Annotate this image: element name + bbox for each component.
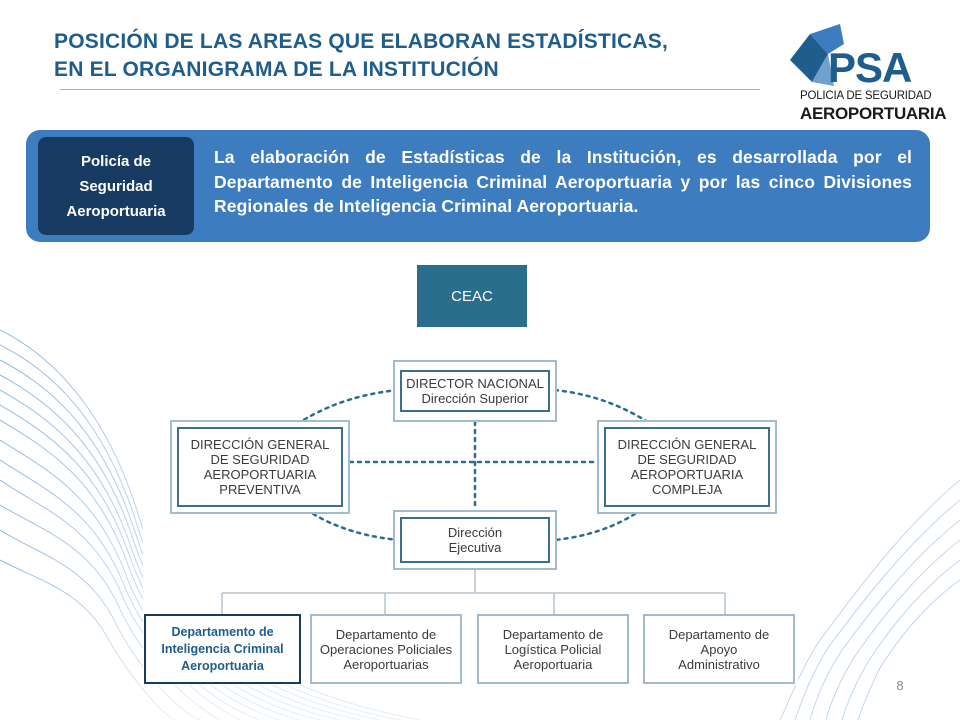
dg-compleja-line4: COMPLEJA bbox=[651, 482, 723, 497]
director-line2: Dirección Superior bbox=[421, 391, 529, 406]
dept-logistica-box bbox=[477, 614, 629, 684]
dept-0-line2: Inteligencia Criminal bbox=[161, 641, 284, 656]
ceac-box: CEAC bbox=[417, 265, 527, 327]
dg-preventiva-line3: AEROPORTUARIA bbox=[203, 467, 317, 482]
page-title-line2: EN EL ORGANIGRAMA DE LA INSTITUCIÓN bbox=[54, 58, 499, 81]
dg-preventiva-box bbox=[170, 420, 350, 514]
logo-line2: AEROPORTUARIA bbox=[800, 104, 947, 123]
dept-apoyo-box bbox=[643, 614, 795, 684]
dg-compleja-line1: DIRECCIÓN GENERAL bbox=[617, 437, 757, 452]
director-nacional-box bbox=[393, 360, 557, 422]
dept-operaciones-box bbox=[310, 614, 462, 684]
dept-3-line1: Departamento de bbox=[668, 626, 770, 642]
dept-2-line1: Departamento de bbox=[502, 626, 604, 642]
dept-2-line2: Logística Policial bbox=[504, 641, 602, 657]
dg-compleja-box bbox=[597, 420, 777, 514]
ejecutiva-line2: Ejecutiva bbox=[448, 540, 502, 555]
dept-inteligencia-criminal-box bbox=[144, 614, 301, 684]
dg-preventiva-line1: DIRECCIÓN GENERAL bbox=[190, 437, 330, 452]
dept-1-line1: Departamento de bbox=[335, 626, 437, 642]
dept-0-line3: Aeroportuaria bbox=[181, 658, 264, 673]
logo-acronym: PSA bbox=[828, 44, 912, 91]
dept-1-line2: Operaciones Policiales bbox=[319, 641, 453, 657]
direccion-ejecutiva-box bbox=[393, 510, 557, 570]
page-title-line1: POSICIÓN DE LAS AREAS QUE ELABORAN ESTADÍSTICAS, bbox=[54, 30, 668, 53]
dg-compleja-line2: DE SEGURIDAD bbox=[637, 452, 737, 467]
dept-2-line3: Aeroportuaria bbox=[513, 656, 593, 672]
dept-1-line3: Aeroportuarias bbox=[343, 656, 429, 672]
logo-line1: POLICIA DE SEGURIDAD bbox=[800, 90, 932, 102]
banner-description: La elaboración de Estadísticas de la Institución, es desarrollada por el Departamento de Inteligencia Criminal Aeroportuaria y por las cinco Divisiones Regionales de Inteligencia Criminal Aeroportuaria. bbox=[214, 147, 912, 216]
institution-label-text: Policía de Seguridad Aeroportuaria bbox=[66, 152, 166, 220]
page-number: 8 bbox=[896, 678, 904, 693]
ejecutiva-line1: Dirección bbox=[447, 525, 503, 540]
dept-0-line1: Departamento de bbox=[171, 624, 274, 639]
dept-3-line2: Apoyo bbox=[700, 641, 738, 657]
dept-3-line3: Administrativo bbox=[678, 656, 760, 672]
dg-preventiva-line2: DE SEGURIDAD bbox=[210, 452, 310, 467]
dg-preventiva-line4: PREVENTIVA bbox=[219, 482, 301, 497]
director-line1: DIRECTOR NACIONAL bbox=[406, 376, 544, 391]
dg-compleja-line3: AEROPORTUARIA bbox=[630, 467, 744, 482]
